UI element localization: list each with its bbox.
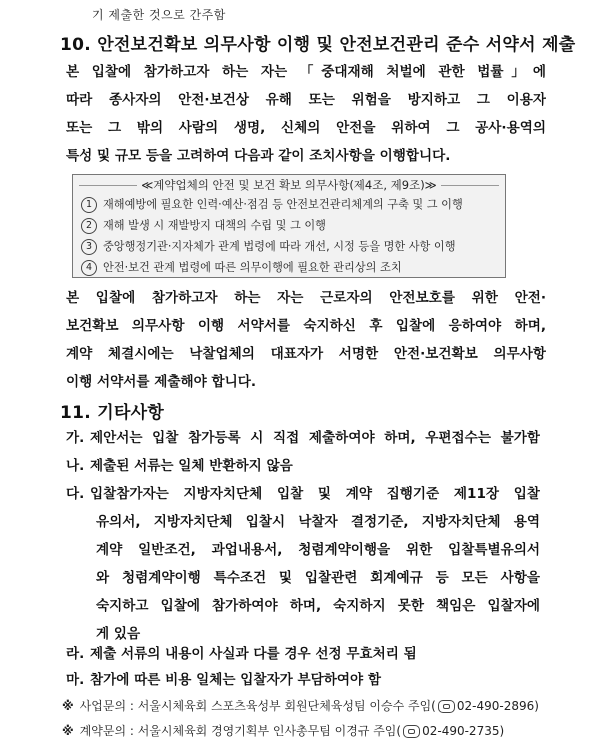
list-marker: 다. [66,486,85,502]
section-10-paragraph-1 [66,58,546,170]
paragraph-line: 또는 그 밖의 사람의 생명, 신체의 안전을 위하여 그 공사·용역의 [66,120,546,136]
box-item: 1 재해예방에 필요한 인력·예산·점검 등 안전보건관리체계의 구축 및 그 이행 [81,196,463,213]
box-item: 4 안전·보건 관계 법령에 따른 의무이행에 필요한 관리상의 조치 [81,259,402,276]
box-item: 3 중앙행정기관·지자체가 관계 법령에 따라 개선, 시정 등을 명한 사항 이행 [81,238,456,255]
contact-text: 사업문의 : 서울시체육회 스포츠육성부 회원단체육성팀 이승수 주임( [79,699,436,713]
list-text-line: 와 청렴계약이행 특수조건 및 입찰관련 회계예규 등 모든 사항을 [96,570,540,586]
paragraph-line: 특성 및 규모 등을 고려하여 다음과 같이 조치사항을 이행합니다. [66,148,451,164]
reference-mark: ※ [62,724,74,738]
phone-icon [403,725,420,738]
circled-number: 2 [81,218,97,234]
list-text: 제안서는 입찰 참가등록 시 직접 제출하여야 하며, 우편접수는 불가함 [90,430,540,446]
paragraph-line: 이행 서약서를 제출해야 합니다. [66,374,257,390]
contact-business [62,697,539,714]
list-text: 참가에 따른 비용 일체는 입찰자가 부담하여야 함 [90,672,382,688]
paragraph-line: 따라 종사자의 안전·보건상 유해 또는 위험을 방지하고 그 이용자 [66,92,546,108]
list-marker: 마. [66,672,85,688]
circled-number: 1 [81,197,97,213]
list-text-line: 게 있음 [96,626,141,642]
list-text-line: 계약 일반조건, 과업내용서, 청렴계약이행을 위한 입찰특별유의서 [96,542,540,558]
circled-number: 4 [81,260,97,276]
list-item-da [66,480,540,648]
box-item: 2 재해 발생 시 재발방지 대책의 수립 및 그 이행 [81,217,326,234]
paragraph-line: 보건확보 의무사항 이행 서약서를 숙지하신 후 입찰에 응하여야 하며, [66,318,546,334]
section-10-paragraph-2 [66,284,546,396]
contact-contract [62,722,504,739]
phone-icon [438,700,455,713]
paragraph-line: 본 입찰에 참가하고자 하는 자는 근로자의 안전보호를 위한 안전· [66,290,546,306]
reference-mark: ※ [62,699,74,713]
list-marker: 가. [66,430,85,446]
continued-text: 기 제출한 것으로 간주함 [92,8,226,22]
list-text: 입찰참가자는 지방자치단체 입찰 및 계약 집행기준 제11장 입찰 [90,486,540,502]
paragraph-line: 본 입찰에 참가하고자 하는 자는 「중대재해 처벌에 관한 법률」에 [66,64,546,80]
contact-phone: 02-490-2735) [422,724,505,738]
contact-phone: 02-490-2896) [456,699,539,713]
list-text-line: 유의서, 지방자치단체 입찰시 낙찰자 결정기준, 지방자치단체 용역 [96,514,540,530]
list-marker: 라. [66,646,85,662]
list-text-line: 숙지하고 입찰에 참가하여야 하며, 숙지하지 못한 책임은 입찰자에 [96,598,540,614]
list-marker: 나. [66,458,85,474]
list-item-ra [66,640,540,668]
circled-number: 3 [81,239,97,255]
section-10-title: 10. 안전보건확보 의무사항 이행 및 안전보건관리 준수 서약서 제출 [60,35,576,55]
list-text: 제출된 서류는 일체 반환하지 않음 [90,458,293,474]
contact-text: 계약문의 : 서울시체육회 경영기획부 인사총무팀 이경규 주임( [79,724,402,738]
paragraph-line: 계약 체결시에는 낙찰업체의 대표자가 서명한 안전·보건확보 의무사항 [66,346,546,362]
section-11-title: 11. 기타사항 [60,403,165,423]
box-title: ≪계약업체의 안전 및 보건 확보 의무사항(제4조, 제9조)≫ [73,177,505,193]
list-item-ga [66,424,540,452]
list-item-ma [66,666,540,694]
list-text: 제출 서류의 내용이 사실과 다를 경우 선정 무효처리 됨 [90,646,417,662]
list-item-na [66,452,540,480]
obligations-box [72,174,506,278]
